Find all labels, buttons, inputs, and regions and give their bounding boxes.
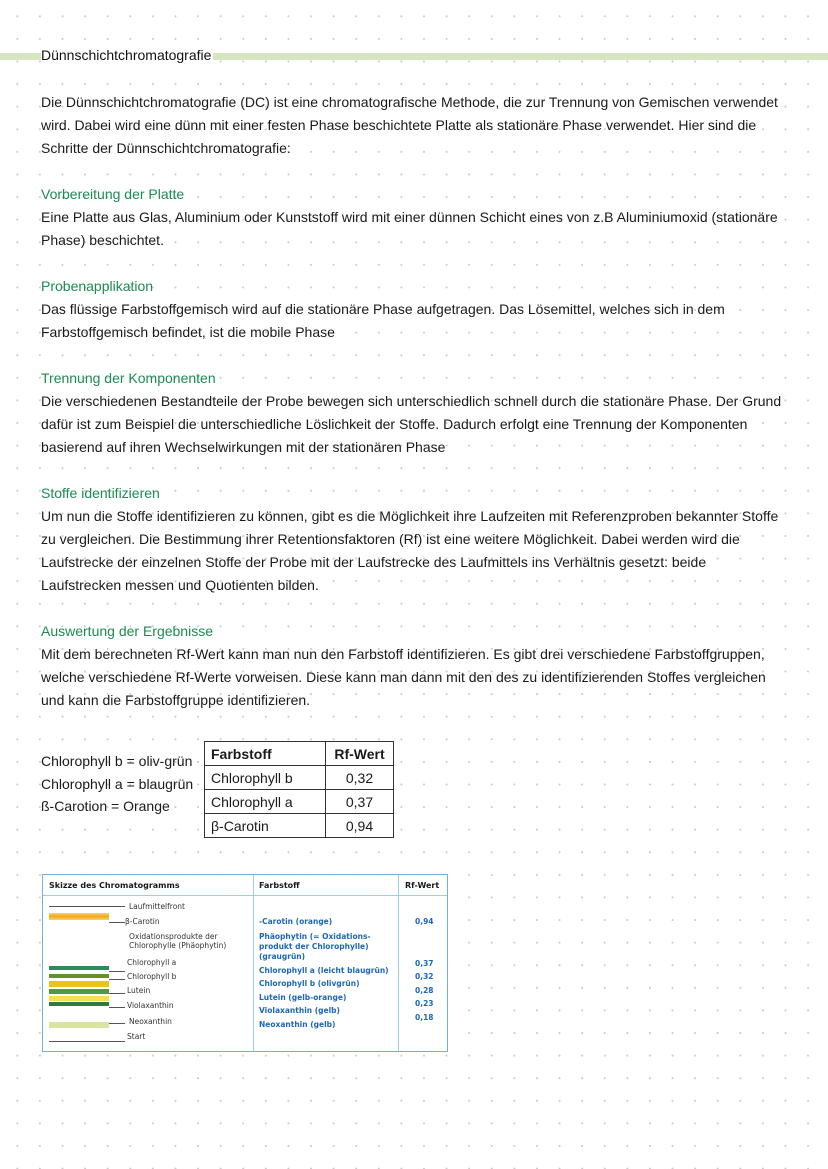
label-oxidation-2: Chlorophylle (Phäophytin) xyxy=(129,941,227,950)
column-header: Farbstoff xyxy=(205,742,326,766)
band-chlorophyll-b xyxy=(49,974,109,978)
intro-paragraph: Die Dünnschichtchromatografie (DC) ist eine chromatografische Methode, die zur Trennung von Gemischen verwendet wird. Dabei wird eine dünn mit einer festen Phase beschichtete Platte als stationäre Phase verwendet. Hier sind die Schritte der Dünnschichtchromatografie: xyxy=(41,94,778,156)
dye-neoxanthin: Neoxanthin (gelb) xyxy=(259,1020,336,1029)
table-row xyxy=(205,814,394,838)
figure-header: Farbstoff xyxy=(259,881,300,890)
section-heading: Probenapplikation xyxy=(41,278,154,294)
band-violaxanthin xyxy=(49,996,109,1001)
figure-column-divider xyxy=(253,875,254,1051)
section-body: Das flüssige Farbstoffgemisch wird auf die stationäre Phase aufgetragen. Das Lösemittel, welches sich in dem Farbstoffgemisch befindet, ist die mobile Phase xyxy=(41,301,725,340)
color-note: ß-Carotion = Orange xyxy=(41,798,170,814)
figure-column-divider xyxy=(398,875,399,1051)
dye-chlorophyll-b: Chlorophyll b (olivgrün) xyxy=(259,979,360,988)
band-neoxanthin xyxy=(49,1022,109,1028)
content xyxy=(41,91,786,735)
label-start: Start xyxy=(127,1032,146,1041)
label-front: Laufmittelfront xyxy=(129,902,185,911)
color-notes xyxy=(41,750,193,818)
section-body: Um nun die Stoffe identifizieren zu können, gibt es die Möglichkeit ihre Laufzeiten mit Referenzproben bekannter Stoffe zu vergleichen. Die Bestimmung ihrer Retentionsfaktoren (Rf) ist eine weitere Möglichkeit. Dabei werden wird die Laufstrecke der einzelnen Stoffe der Probe mit der Laufstrecke des Laufmittels ins Verhältnis gesetzt: beide Laufstrecken messen und Quotienten bilden. xyxy=(41,508,779,593)
table-cell: β-Carotin xyxy=(205,814,326,838)
leader-line xyxy=(109,922,125,923)
section-evaluation xyxy=(41,620,786,712)
rf-value: 0,28 xyxy=(415,986,434,995)
leader-line xyxy=(109,971,125,972)
section-heading: Stoffe identifizieren xyxy=(41,485,160,501)
rf-value: 0,32 xyxy=(415,972,434,981)
section-body: Die verschiedenen Bestandteile der Probe bewegen sich unterschiedlich schnell durch die stationäre Phase. Der Grund dafür ist zum Beispiel die unterschiedliche Löslichkeit der Stoffe. Dadurch erfolgt eine Trennung der Komponenten basierend auf ihren Wechselwirkungen mit der stationären Phase xyxy=(41,393,782,455)
dye-phaeophytin: Phäophytin (= Oxidations- xyxy=(259,932,371,941)
band-dark-green xyxy=(49,1002,109,1006)
dye-lutein: Lutein (gelb-orange) xyxy=(259,993,347,1002)
color-note: Chlorophyll b = oliv-grün xyxy=(41,753,193,769)
page-title: Dünnschichtchromatografie xyxy=(41,47,212,63)
table-row xyxy=(205,766,394,790)
section-preparation xyxy=(41,183,786,252)
section-body: Mit dem berechneten Rf-Wert kann man nun den Farbstoff identifizieren. Es gibt drei verschiedene Farbstoffgruppen, welche verschiedene Rf-Werte vorweisen. Diese kann man dann mit den des zu identifizierenden Stoffes vergleichen und kann die Farbstoffgruppe identifizieren. xyxy=(41,646,766,708)
dye-chlorophyll-a: Chlorophyll a (leicht blaugrün) xyxy=(259,966,389,975)
label-chlorophyll-a: Chlorophyll a xyxy=(127,958,177,967)
label-carotin: β-Carotin xyxy=(125,917,160,926)
figure-header-divider xyxy=(43,895,447,896)
band-carotin xyxy=(49,913,109,920)
band-lutein xyxy=(49,981,109,987)
band-chlorophyll-a xyxy=(49,966,109,970)
section-heading: Auswertung der Ergebnisse xyxy=(41,623,213,639)
dye-phaeophytin-3: (graugrün) xyxy=(259,952,306,961)
rf-value: 0,23 xyxy=(415,999,434,1008)
section-identify xyxy=(41,482,786,597)
label-neoxanthin: Neoxanthin xyxy=(129,1017,172,1026)
leader-line xyxy=(109,1007,125,1008)
rf-table xyxy=(204,741,394,838)
label-lutein: Lutein xyxy=(127,986,151,995)
section-heading: Trennung der Komponenten xyxy=(41,370,216,386)
chromatogram-figure xyxy=(42,874,448,1052)
leader-line xyxy=(109,993,125,994)
label-oxidation: Oxidationsprodukte der xyxy=(129,932,218,941)
dye-phaeophytin-2: produkt der Chlorophylle) xyxy=(259,942,369,951)
table-header-row xyxy=(205,742,394,766)
front-line xyxy=(49,906,125,907)
band-mixed-green xyxy=(49,989,109,994)
table-cell: Chlorophyll b xyxy=(205,766,326,790)
leader-line xyxy=(109,1023,125,1024)
dye-violaxanthin: Violaxanthin (gelb) xyxy=(259,1006,340,1015)
column-header: Rf-Wert xyxy=(326,742,394,766)
rf-value: 0,37 xyxy=(415,959,434,968)
table-row xyxy=(205,790,394,814)
table-cell: Chlorophyll a xyxy=(205,790,326,814)
start-line xyxy=(49,1041,125,1042)
table-cell: 0,94 xyxy=(326,814,394,838)
dye-carotin: -Carotin (orange) xyxy=(259,917,333,926)
section-body: Eine Platte aus Glas, Aluminium oder Kunststoff wird mit einer dünnen Schicht eines von z.B Aluminiumoxid (stationäre Phase) beschichtet. xyxy=(41,209,778,248)
figure-header: Skizze des Chromatogramms xyxy=(49,881,180,890)
leader-line xyxy=(109,979,125,980)
label-violaxanthin: Violaxanthin xyxy=(127,1001,174,1010)
section-sample-application xyxy=(41,275,786,344)
section-separation xyxy=(41,367,786,459)
table-cell: 0,32 xyxy=(326,766,394,790)
rf-value: 0,18 xyxy=(415,1013,434,1022)
table-cell: 0,37 xyxy=(326,790,394,814)
rf-value: 0,94 xyxy=(415,917,434,926)
section-heading: Vorbereitung der Platte xyxy=(41,186,185,202)
label-chlorophyll-b: Chlorophyll b xyxy=(127,972,177,981)
color-note: Chlorophyll a = blaugrün xyxy=(41,775,194,792)
figure-header: Rf-Wert xyxy=(405,881,440,890)
